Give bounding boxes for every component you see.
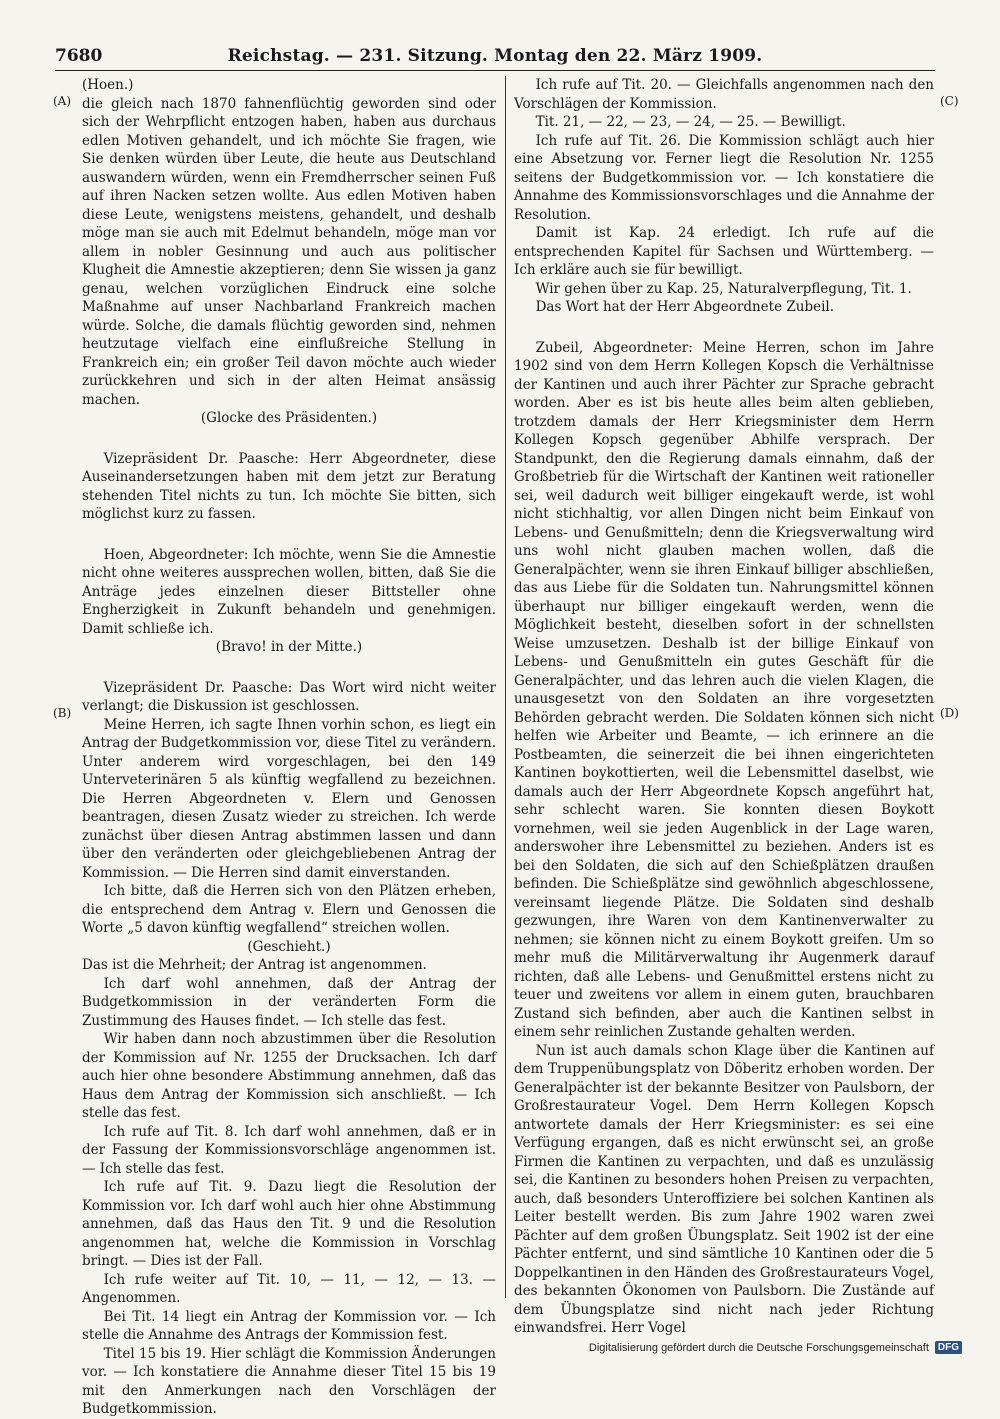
paragraph: Damit ist Kap. 24 erledigt. Ich rufe auf die entsprechenden Kapitel für Sachsen und Württemberg. — Ich erkläre auch sie für bewilligt. <box>514 225 934 278</box>
paragraph: Ich rufe auf Tit. 9. Dazu liegt die Resolution der Kommission vor. Ich darf wohl auch hier ohne Abstimmung annehmen, daß das Haus den Tit. 9 und die Resolution angenommen hat, welche die Kommission in Vorschlag bringt. — Dies ist der Fall. <box>82 1179 496 1269</box>
paragraph: Vizepräsident Dr. Paasche: Herr Abgeordneter, diese Auseinandersetzungen haben mit dem jetzt zur Beratung stehenden Titel nichts zu tun. Ich möchte Sie bitten, sich möglichst kurz zu fassen. <box>82 450 496 522</box>
paragraph: Meine Herren, ich sagte Ihnen vorhin schon, es liegt ein Antrag der Budgetkommission vor, diese Titel zu verändern. Unter anderem wird vorgeschlagen, bei den 149 Unterveterinären 5 als künftig wegfallend zu bezeichnen. Die Herren Abgeordneten v. Elern und Genossen beantragen, diesen Zusatz wieder zu streichen. Ich werde zunächst über diesen Antrag abstimmen lassen und dann über den veränderten oder gleichgebliebenen Antrag der Kommission. — Die Herren sind damit einverstanden. <box>82 716 496 881</box>
footer-credit: Digitalisierung gefördert durch die Deutsche Forschungsgemeinschaft <box>588 1341 929 1354</box>
left-column <box>82 76 496 1419</box>
margin-label-d: (D) <box>940 706 959 720</box>
paragraph: Das ist die Mehrheit; der Antrag ist angenommen. <box>82 957 427 973</box>
paragraph: (Glocke des Präsidenten.) <box>200 410 378 426</box>
paragraph: Ich rufe auf Tit. 8. Ich darf wohl annehmen, daß er in der Fassung der Kommissionsvorschläge angenommen ist. — Ich stelle das fest. <box>82 1123 496 1177</box>
margin-label-a: (A) <box>53 94 72 108</box>
paragraph: Ich bitte, daß die Herren sich von den Plätzen erheben, die entsprechend dem Antrag v. Elern und Genossen die Worte „5 davon künftig wegfallend“ streichen wollen. <box>82 883 496 936</box>
paragraph: (Geschieht.) <box>247 938 331 955</box>
footer <box>589 1341 962 1354</box>
paragraph: Ich rufe auf Tit. 26. Die Kommission schlägt auch hier eine Absetzung vor. Ferner liegt die Resolution Nr. 1255 seitens der Budgetkommission vor. — Ich konstatiere die Annahme des Kommissionsvorschlages und die Annahme der Resolution. <box>514 132 934 223</box>
paragraph: Ich rufe weiter auf Tit. 10, — 11, — 12, — 13. — Angenommen. <box>82 1271 496 1306</box>
right-column <box>514 76 934 1338</box>
paragraph: Ich rufe auf Tit. 20. — Gleichfalls angenommen nach den Vorschlägen der Kommission. <box>514 77 934 112</box>
paragraph: die gleich nach 1870 fahnenflüchtig geworden sind oder sich der Wehrpflicht entzogen haben, haben aus durchaus edlen Motiven gehandelt, und ich möchte Sie fragen, wie Sie denken würden über Leute, die heute aus Deutschland auswandern würden, wenn ein Fremdherrscher seinen Fuß auf ihren Nacken setzen wollte. Aus edlen Motiven haben diese Leute, wenigstens meistens, gehandelt, und deshalb möge man sie auch mit Edelmut behandeln, möge man vor allem in nobler Gesinnung und auch aus politischer Klugheit die Amnestie akzeptieren; denn Sie wissen ja ganz genau, welchen vorzüglichen Eindruck eine solche Maßnahme auf unser Nachbarland Frankreich machen würde. Solche, die damals flüchtig geworden sind, nehmen heutzutage vielfach eine einflußreiche Stellung in Frankreich ein; ein großer Teil davon möchte auch wieder zurückkehren und sich in der alten Heimat ansässig machen. <box>82 95 496 408</box>
paragraph: Ich darf wohl annehmen, daß der Antrag der Budgetkommission in der veränderten Form die Zustimmung des Hauses findet. — Ich stelle das fest. <box>82 975 496 1029</box>
paragraph: (Bravo! in der Mitte.) <box>215 639 363 655</box>
margin-label-b: (B) <box>53 706 72 720</box>
paragraph: Zubeil, Abgeordneter: Meine Herren, schon im Jahre 1902 sind von dem Herrn Kollegen Kopsch die Verhältnisse der Kantinen und auch ihrer Pächter zur Sprache gebracht worden. Aber es ist bis heute alles beim alten geblieben, trotzdem damals der Herr Kriegsminister dem Herrn Kollegen Kopsch gegenüber Abhilfe versprach. Der Standpunkt, den die Regierung damals einnahm, daß der Großbetrieb für die Wirtschaft der Kantinen weit rationeller sei, weil dadurch weit billiger eingekauft werde, ist wohl nicht stichhaltig, vor allen Dingen nicht beim Einkauf von Lebens- und Genußmitteln; denn die Kriegsverwaltung wird uns wohl nicht glauben machen wollen, daß die Generalpächter, wenn sie ihren Einkauf billiger abschließen, das aus Liebe für die Soldaten tun. Nahrungsmittel können überhaupt nur billiger eingekauft werden, wenn die Möglichkeit besteht, dieselben sofort in der schnellsten Weise umzusetzen. Deshalb ist der billige Einkauf von Lebens- und Genußmitteln ein gutes Geschäft für die Generalpächter, und das lehren auch die vielen Klagen, die unausgesetzt von den Soldaten an ihre vorgesetzten Behörden gebracht werden. Die Soldaten können sich nicht helfen wie Arbeiter und Beamte, — ich erinnere an die Postbeamten, die seinerzeit die bei ihnen eingerichteten Kantinen boykottierten, weil die Lebensmittel daselbst, wie damals auch der Herr Abgeordnete Kopsch angeführt hat, sehr schlecht waren. Sie konnten diesen Boykott vornehmen, weil sie jeden Augenblick in der Lage waren, anderswoher ihre Lebensmittel zu beziehen. Anders ist es bei den Soldaten, die sich auf den Schießplätzen draußen befinden. Die Schießplätze sind gewöhnlich abgeschlossene, vereinsamt liegende Plätze. Die Soldaten sind deshalb gezwungen, ihre Waren von dem Kantinenverwalter zu nehmen; sie können nicht zu einem Boykott greifen. Um so mehr muß die Militärverwaltung ihr Augenmerk darauf richten, daß alle Lebens- und Genußmittel erstens nicht zu teuer und zweitens vor allem in einem guten, brauchbaren Zustand sich befinden, aber auch die Kantinen selbst in einem sehr reinlichen Zustande gehalten werden. <box>514 339 934 1040</box>
page-number: 7680 <box>55 46 103 66</box>
page-title: Reichstag. — 231. Sitzung. Montag den 22. März 1909. <box>227 46 763 66</box>
paragraph: Vizepräsident Dr. Paasche: Das Wort wird nicht weiter verlangt; die Diskussion ist geschlossen. <box>82 679 496 714</box>
paragraph: Wir haben dann noch abzustimmen über die Resolution der Kommission auf Nr. 1255 der Drucksachen. Ich darf auch hier ohne besondere Abstimmung annehmen, daß das Haus dem Antrag der Kommission sich anschließt. — Ich stelle das fest. <box>82 1031 496 1121</box>
paragraph: Tit. 21, — 22, — 23, — 24, — 25. — Bewilligt. <box>535 114 846 130</box>
page-header <box>55 46 935 70</box>
paragraph: Das Wort hat der Herr Abgeordnete Zubeil. <box>535 299 835 315</box>
header-rule <box>55 70 935 71</box>
paragraph: Nun ist auch damals schon Klage über die Kantinen auf dem Truppenübungsplatz von Döberitz erhoben worden. Der Generalpächter ist der bekannte Besitzer von Paulsborn, der Großrestaurateur Vogel. Dem Herrn Kollegen Kopsch antwortete damals der Herr Kriegsminister: es sei eine Verfügung ergangen, daß es nicht erwünscht sei, an große Firmen die Kantinen zu verpachten, und daß es unzulässig sei, die Kantinen zu besonders hohen Preisen zu verpachten, auch, daß besonders Unteroffiziere bei solchen Kantinen als Leiter bestellt werden. Bis zum Jahre 1902 waren zwei Pächter auf dem großen Übungsplatz. Seit 1902 ist der eine Pächter entfernt, und sind sämtliche 10 Kantinen oder die 5 Doppelkantinen in den Händen des Großrestaurateurs Vogel, des bekannten Ökonomen von Paulsborn. Die Zustände auf dem Übungsplatze sind nicht nach jeder Richtung einwandsfrei. Herr Vogel <box>514 1042 934 1336</box>
column-divider <box>505 76 506 1298</box>
dfg-logo: DFG <box>935 1341 962 1354</box>
paragraph: (Hoen.) <box>82 77 134 93</box>
paragraph: Wir gehen über zu Kap. 25, Naturalverpflegung, Tit. 1. <box>535 280 912 297</box>
paragraph: Hoen, Abgeordneter: Ich möchte, wenn Sie die Amnestie nicht ohne weiteres aussprechen wollen, bitten, daß Sie die Anträge jedes einzelnen dieser Bittsteller ohne Engherzigkeit in Zukunft behandeln und genehmigen. Damit schließe ich. <box>82 546 496 637</box>
paragraph: Bei Tit. 14 liegt ein Antrag der Kommission vor. — Ich stelle die Annahme des Antrags der Kommission fest. <box>82 1308 496 1343</box>
margin-label-c: (C) <box>940 94 959 108</box>
paragraph: Titel 15 bis 19. Hier schlägt die Kommission Änderungen vor. — Ich konstatiere die Annahme dieser Titel 15 bis 19 mit den Anmerkungen nach den Vorschlägen der Budgetkommission. <box>82 1345 496 1417</box>
